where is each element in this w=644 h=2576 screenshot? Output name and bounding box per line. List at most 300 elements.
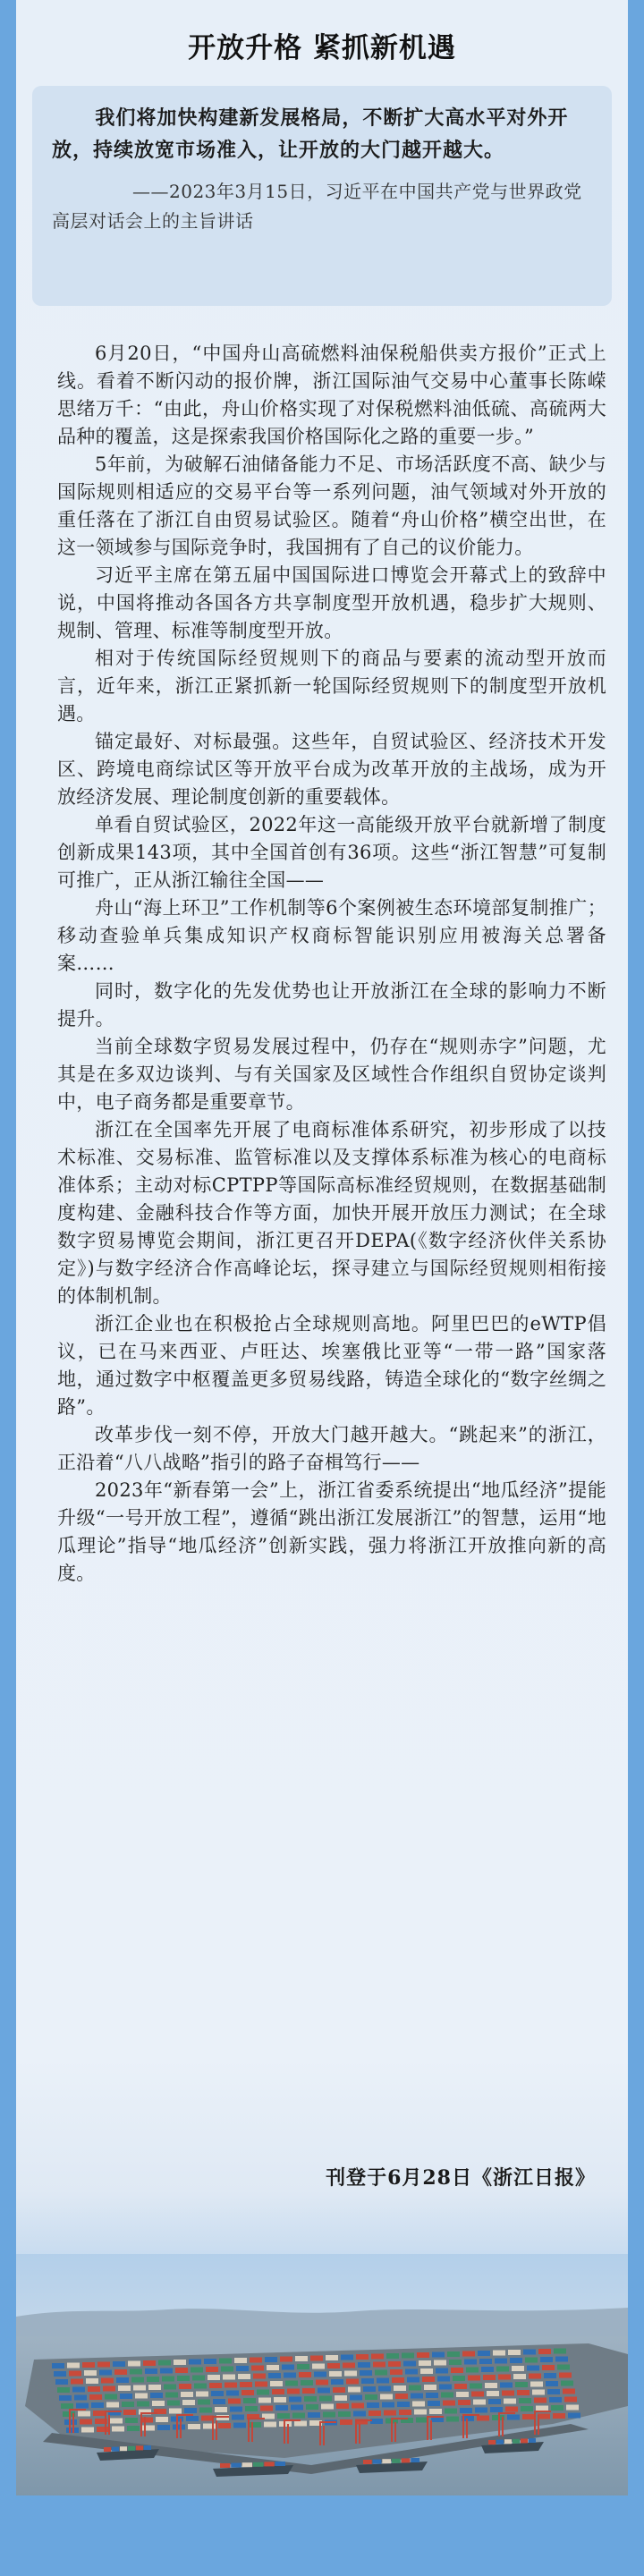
ship-container	[275, 2462, 285, 2466]
quote-source: ——2023年3月15日，习近平在中国共产党与世界政党高层对话会上的主旨讲话	[52, 181, 582, 232]
container-block	[327, 2363, 340, 2368]
container-block	[297, 2364, 309, 2369]
ship-container	[513, 2439, 520, 2444]
container-block	[409, 2385, 421, 2391]
container-block	[177, 2376, 190, 2381]
container-block	[436, 2368, 448, 2374]
container-block	[554, 2349, 566, 2354]
ship-container	[504, 2439, 512, 2444]
container-block	[57, 2387, 70, 2393]
container-block	[82, 2362, 95, 2368]
container-block	[419, 2360, 431, 2366]
container-block	[233, 2423, 246, 2428]
container-block	[386, 2353, 399, 2359]
container-block	[245, 2406, 258, 2411]
container-block	[299, 2372, 311, 2377]
paragraph: 相对于传统国际经贸规则下的商品与要素的流动型开放而言，近年来，浙江正紧抓新一轮国际经贸规则下的制度型开放机遇。	[57, 648, 606, 724]
container-block	[390, 2369, 402, 2375]
container-block	[432, 2352, 445, 2358]
container-block	[196, 2392, 208, 2397]
container-block	[314, 2372, 326, 2377]
container-block	[137, 2402, 149, 2407]
container-block	[54, 2371, 66, 2377]
container-block	[485, 2383, 497, 2388]
container-block	[275, 2405, 288, 2411]
container-block	[363, 2386, 376, 2392]
container-block	[112, 2427, 124, 2432]
container-block	[510, 2358, 522, 2363]
container-block	[447, 2351, 460, 2357]
container-block	[174, 2360, 186, 2365]
container-block	[460, 2408, 472, 2413]
container-block	[182, 2400, 195, 2405]
container-block	[559, 2373, 572, 2378]
container-block	[206, 2367, 218, 2372]
container-block	[429, 2409, 442, 2414]
container-block	[258, 2398, 271, 2403]
container-block	[110, 2419, 123, 2424]
container-block	[265, 2357, 277, 2362]
container-block	[388, 2361, 401, 2367]
container-block	[280, 2357, 292, 2362]
port-aerial-photo	[16, 2254, 628, 2496]
container-block	[97, 2362, 110, 2368]
ship-container	[136, 2445, 143, 2450]
container-block	[445, 2409, 457, 2414]
container-block	[285, 2381, 298, 2386]
container-block	[555, 2357, 568, 2362]
container-block	[343, 2363, 355, 2368]
container-block	[274, 2397, 286, 2402]
container-block	[373, 2362, 386, 2368]
port-photo-svg	[16, 2254, 628, 2496]
container-block	[508, 2350, 521, 2355]
paragraph: 当前全球数字贸易发展过程中，仍存在“规则赤字”问题，尤其是在多双边谈判、与有关国家及区域性合作组织自贸协定谈判中，电子商务都是重要章节。	[57, 1036, 606, 1113]
container-block	[284, 2373, 296, 2378]
container-block	[566, 2405, 579, 2411]
container-block	[352, 2403, 364, 2409]
container-block	[270, 2381, 283, 2386]
container-block	[384, 2411, 396, 2416]
container-block	[113, 2361, 125, 2367]
container-block	[538, 2349, 551, 2354]
container-block	[495, 2359, 507, 2364]
container-block	[540, 2357, 553, 2362]
ship-container	[112, 2447, 119, 2452]
container-block	[344, 2371, 357, 2377]
container-block	[549, 2397, 562, 2402]
container-block	[527, 2366, 539, 2371]
container-block	[446, 2417, 459, 2422]
container-block	[264, 2422, 276, 2428]
container-block	[513, 2374, 526, 2379]
container-block	[253, 2374, 266, 2379]
container-block	[312, 2364, 325, 2369]
container-block	[403, 2361, 416, 2367]
container-block	[67, 2363, 80, 2368]
container-block	[140, 2418, 153, 2423]
container-block	[242, 2390, 254, 2395]
container-block	[133, 2385, 146, 2391]
container-block	[198, 2400, 210, 2405]
container-block	[199, 2408, 212, 2413]
container-block	[226, 2391, 239, 2396]
container-block	[147, 2377, 159, 2382]
container-block	[523, 2350, 536, 2355]
container-block	[213, 2399, 225, 2404]
container-block	[564, 2397, 577, 2402]
container-block	[519, 2398, 531, 2403]
container-block	[529, 2374, 541, 2379]
container-block	[173, 2425, 185, 2430]
container-block	[563, 2389, 575, 2394]
container-block	[470, 2384, 482, 2389]
container-block	[204, 2359, 216, 2364]
container-block	[515, 2382, 528, 2387]
container-block	[194, 2384, 207, 2389]
container-block	[407, 2377, 419, 2383]
container-block	[487, 2391, 499, 2396]
container-block	[175, 2368, 188, 2373]
container-block	[97, 2427, 109, 2432]
container-block	[81, 2428, 94, 2433]
container-block	[181, 2392, 193, 2397]
container-block	[260, 2406, 273, 2411]
ship-container	[363, 2460, 372, 2464]
container-block	[353, 2411, 366, 2417]
container-block	[439, 2385, 452, 2390]
container-block	[522, 2414, 535, 2419]
container-block	[215, 2407, 227, 2412]
container-block	[360, 2370, 372, 2376]
container-block	[101, 2378, 114, 2384]
container-block	[336, 2403, 349, 2409]
container-block	[424, 2385, 436, 2390]
container-block	[287, 2389, 300, 2394]
container-block	[346, 2379, 359, 2385]
container-block	[89, 2394, 102, 2400]
ship-container	[488, 2440, 496, 2445]
paragraph: 单看自贸试验区，2022年这一高能级开放平台就新增了制度创新成果143项，其中全国首创有36项。这些“浙江智慧”可复制可推广，正从浙江输往全国——	[57, 814, 606, 891]
container-block	[251, 2366, 264, 2371]
container-block	[414, 2410, 427, 2415]
container-block	[243, 2398, 256, 2403]
ship-container	[128, 2446, 135, 2451]
container-block	[416, 2418, 428, 2423]
paragraph: 5年前，为破解石油储备能力不足、市场活跃度不高、缺少与国际规则相适应的交易平台等一系列问题，油气领域对外开放的重任落在了浙江自由贸易试验区。随着“舟山价格”横空出世，在这一领域参与国际竞争时，我国拥有了自己的议价能力。	[57, 453, 606, 558]
container-block	[106, 2402, 119, 2408]
paragraph: 2023年“新春第一会”上，浙江省委系统提出“地瓜经济”提能升级“一号开放工程”，遵循“跳出浙江发展浙江”的智慧，运用“地瓜理论”指导“地瓜经济”创新实践，强力将浙江开放推向新的高度。	[57, 1479, 606, 1584]
ship-container	[120, 2446, 127, 2451]
container-block	[468, 2376, 480, 2381]
ship-container	[104, 2447, 111, 2452]
container-block	[496, 2367, 509, 2372]
container-block	[131, 2377, 144, 2383]
container-block	[209, 2383, 222, 2388]
container-block	[319, 2396, 332, 2402]
container-block	[188, 2424, 200, 2429]
container-block	[238, 2374, 250, 2379]
container-block	[504, 2399, 516, 2404]
container-block	[249, 2422, 261, 2428]
container-block	[223, 2375, 235, 2380]
container-block	[367, 2402, 379, 2408]
container-block	[55, 2379, 68, 2385]
container-block	[295, 2356, 308, 2361]
container-block	[333, 2387, 345, 2393]
container-block	[164, 2385, 176, 2390]
ship-container	[231, 2463, 241, 2468]
container-block	[272, 2389, 284, 2394]
container-block	[123, 2410, 136, 2415]
container-block	[530, 2382, 543, 2387]
container-block	[369, 2411, 381, 2416]
container-block	[292, 2413, 305, 2419]
container-block	[323, 2412, 335, 2418]
container-block	[338, 2411, 351, 2417]
container-block	[114, 2369, 127, 2375]
container-block	[310, 2356, 323, 2361]
container-block	[370, 2419, 383, 2424]
paragraph: 6月20日，“中国舟山高硫燃料油保税船供卖方报价”正式上线。看着不断闪动的报价牌，浙江国际油气交易中心董事长陈嵘思绪万千：“由此，舟山价格实现了对保税燃料油低硫、高硫两大品种的覆盖，这是探索我国价格国际化之路的重要一步。”	[57, 343, 606, 447]
container-block	[277, 2413, 290, 2419]
container-block	[544, 2373, 556, 2378]
container-block	[236, 2366, 249, 2371]
container-block	[219, 2359, 232, 2364]
container-block	[158, 2360, 171, 2366]
container-block	[341, 2355, 353, 2360]
container-block	[221, 2367, 233, 2372]
container-block	[542, 2365, 555, 2370]
container-block	[498, 2375, 511, 2380]
container-block	[553, 2413, 565, 2419]
paragraph: 舟山“海上环卫”工作机制等6个案例被生态环境部复制推广；移动查验单兵集成知识产权商标智能识别应用被海关总署备案……	[57, 897, 606, 974]
container-block	[169, 2409, 182, 2414]
container-block	[358, 2362, 370, 2368]
container-block	[568, 2413, 580, 2419]
container-block	[99, 2370, 112, 2376]
container-block	[420, 2368, 433, 2374]
container-block	[521, 2406, 533, 2411]
container-block	[240, 2382, 252, 2387]
container-block	[294, 2421, 307, 2427]
container-block	[422, 2377, 435, 2382]
container-block	[405, 2369, 418, 2375]
container-block	[534, 2398, 547, 2403]
container-block	[392, 2377, 404, 2383]
container-block	[561, 2381, 573, 2386]
container-block	[127, 2426, 140, 2431]
container-block	[493, 2351, 505, 2356]
container-block	[148, 2385, 161, 2390]
container-block	[475, 2408, 487, 2413]
article-body	[57, 340, 606, 1588]
container-block	[331, 2379, 343, 2385]
container-block	[306, 2404, 318, 2410]
container-block	[329, 2371, 342, 2377]
ship-container	[529, 2438, 536, 2443]
container-block	[453, 2376, 465, 2381]
container-block	[477, 2416, 489, 2421]
container-block	[382, 2402, 394, 2408]
container-block	[157, 2425, 170, 2430]
container-block	[301, 2380, 313, 2385]
ship-container	[411, 2458, 419, 2462]
container-block	[191, 2368, 203, 2373]
container-block	[122, 2402, 134, 2407]
container-block	[451, 2368, 463, 2373]
container-block	[454, 2384, 467, 2389]
container-block	[72, 2387, 85, 2393]
container-block	[125, 2418, 138, 2423]
container-block	[375, 2370, 387, 2376]
container-block	[547, 2389, 560, 2394]
container-block	[505, 2407, 518, 2412]
container-block	[479, 2359, 492, 2364]
container-block	[143, 2360, 156, 2366]
container-block	[192, 2376, 205, 2381]
container-block	[316, 2380, 328, 2385]
container-block	[371, 2354, 384, 2360]
container-block	[165, 2393, 178, 2398]
container-block	[517, 2390, 530, 2395]
container-block	[120, 2394, 132, 2399]
byline: 刊登于6月28日《浙江日报》	[326, 2166, 596, 2190]
paragraph: 同时，数字化的先发优势也让开放浙江在全球的影响力不断提升。	[57, 980, 606, 1030]
container-block	[61, 2403, 73, 2409]
container-block	[402, 2353, 414, 2359]
container-block	[59, 2395, 72, 2401]
container-block	[464, 2360, 477, 2365]
container-block	[546, 2381, 558, 2386]
ship-container	[382, 2459, 391, 2463]
container-block	[507, 2415, 520, 2420]
container-block	[525, 2358, 538, 2363]
container-block	[361, 2378, 374, 2384]
container-block	[74, 2395, 87, 2401]
container-block	[348, 2387, 360, 2393]
container-block	[189, 2360, 201, 2365]
container-block	[78, 2411, 90, 2417]
container-block	[150, 2393, 163, 2398]
container-block	[335, 2395, 347, 2401]
quote-box	[32, 86, 612, 306]
container-block	[449, 2360, 462, 2365]
container-block	[411, 2394, 423, 2399]
container-block	[483, 2375, 496, 2380]
container-block	[536, 2406, 548, 2411]
container-block	[302, 2388, 315, 2394]
container-block	[103, 2386, 115, 2392]
ship-container	[264, 2462, 274, 2466]
container-block	[441, 2393, 453, 2398]
container-block	[76, 2403, 89, 2409]
ship-container	[402, 2458, 411, 2462]
container-block	[93, 2411, 106, 2416]
container-block	[395, 2394, 408, 2399]
container-block	[228, 2399, 241, 2404]
container-block	[340, 2419, 352, 2425]
container-block	[437, 2377, 450, 2382]
container-block	[380, 2394, 393, 2400]
container-block	[211, 2391, 224, 2396]
container-block	[184, 2408, 197, 2413]
container-block	[471, 2392, 484, 2397]
paragraph: 习近平主席在第五届中国国际进口博览会开幕式上的致辞中说，中国将推动各国各方共享制度型开放机遇，稳步扩大规则、规制、管理、标准等制度型开放。	[57, 564, 606, 641]
ship-container	[253, 2462, 263, 2467]
container-block	[488, 2399, 501, 2404]
container-block	[118, 2385, 131, 2391]
container-block	[557, 2365, 570, 2370]
ship-container	[373, 2460, 382, 2464]
container-block	[378, 2386, 391, 2392]
container-block	[350, 2395, 362, 2401]
container-block	[282, 2365, 294, 2370]
container-block	[152, 2401, 165, 2406]
container-block	[456, 2392, 469, 2397]
container-block	[105, 2394, 117, 2400]
article-title: 开放升格 紧抓新机遇	[188, 32, 456, 64]
container-block	[399, 2410, 411, 2415]
container-block	[257, 2390, 269, 2395]
container-block	[462, 2351, 475, 2357]
container-block	[145, 2368, 157, 2374]
container-block	[538, 2414, 550, 2419]
container-block	[179, 2384, 191, 2389]
container-block	[412, 2402, 425, 2407]
container-block	[160, 2368, 173, 2374]
container-block	[356, 2354, 369, 2360]
container-block	[84, 2370, 97, 2376]
container-block	[218, 2423, 231, 2428]
container-block	[291, 2405, 303, 2411]
container-block	[69, 2371, 81, 2377]
container-block	[225, 2383, 237, 2388]
ship-container	[392, 2459, 401, 2463]
container-block	[255, 2382, 267, 2387]
container-block	[308, 2412, 320, 2418]
container-block	[135, 2394, 148, 2399]
container-block	[304, 2396, 317, 2402]
container-block	[162, 2377, 174, 2382]
container-block	[186, 2416, 199, 2421]
quote-text: 我们将加快构建新发展格局，不断扩大高水平对外开放，持续放宽市场准入，让开放的大门越开越大。	[52, 106, 569, 162]
container-block	[80, 2419, 92, 2425]
container-block	[500, 2383, 513, 2388]
container-block	[443, 2401, 455, 2406]
ship-container	[496, 2440, 504, 2445]
container-block	[156, 2417, 168, 2422]
container-block	[434, 2360, 446, 2366]
container-block	[458, 2400, 470, 2405]
paragraph: 浙江企业也在积极抢占全球规则高地。阿里巴巴的eWTP倡议，已在马来西亚、卢旺达、埃塞俄比亚等“一带一路”国家落地，通过数字中枢覆盖更多贸易线路，铸造全球化的“数字丝绸之路”。	[57, 1313, 606, 1418]
container-block	[91, 2402, 104, 2408]
container-block	[478, 2351, 490, 2356]
container-block	[481, 2367, 494, 2372]
container-block	[466, 2368, 479, 2373]
container-block	[428, 2401, 440, 2406]
container-block	[167, 2401, 180, 2406]
container-block	[86, 2378, 98, 2384]
container-block	[326, 2355, 338, 2360]
ship-container	[220, 2463, 230, 2468]
container-block	[268, 2373, 281, 2378]
container-block	[116, 2377, 129, 2383]
container-block	[234, 2358, 247, 2363]
paragraph: 浙江在全国率先开展了电商标准体系研究，初步形成了以技术标准、交易标准、监管标准以及支撑体系标准为核心的电商标准体系；主动对标CPTPP等国际高标准经贸规则，在数据基础制度构建、金融科技合作等方面，加快开展开放压力测试；在全球数字贸易博览会期间，浙江更召开DEPA(《数字经济伙伴关系协定》)与数字经济合作高峰论坛，探寻建立与国际经贸规则相衔接的体制机制。	[57, 1119, 606, 1307]
container-block	[551, 2405, 564, 2411]
container-block	[417, 2352, 429, 2358]
